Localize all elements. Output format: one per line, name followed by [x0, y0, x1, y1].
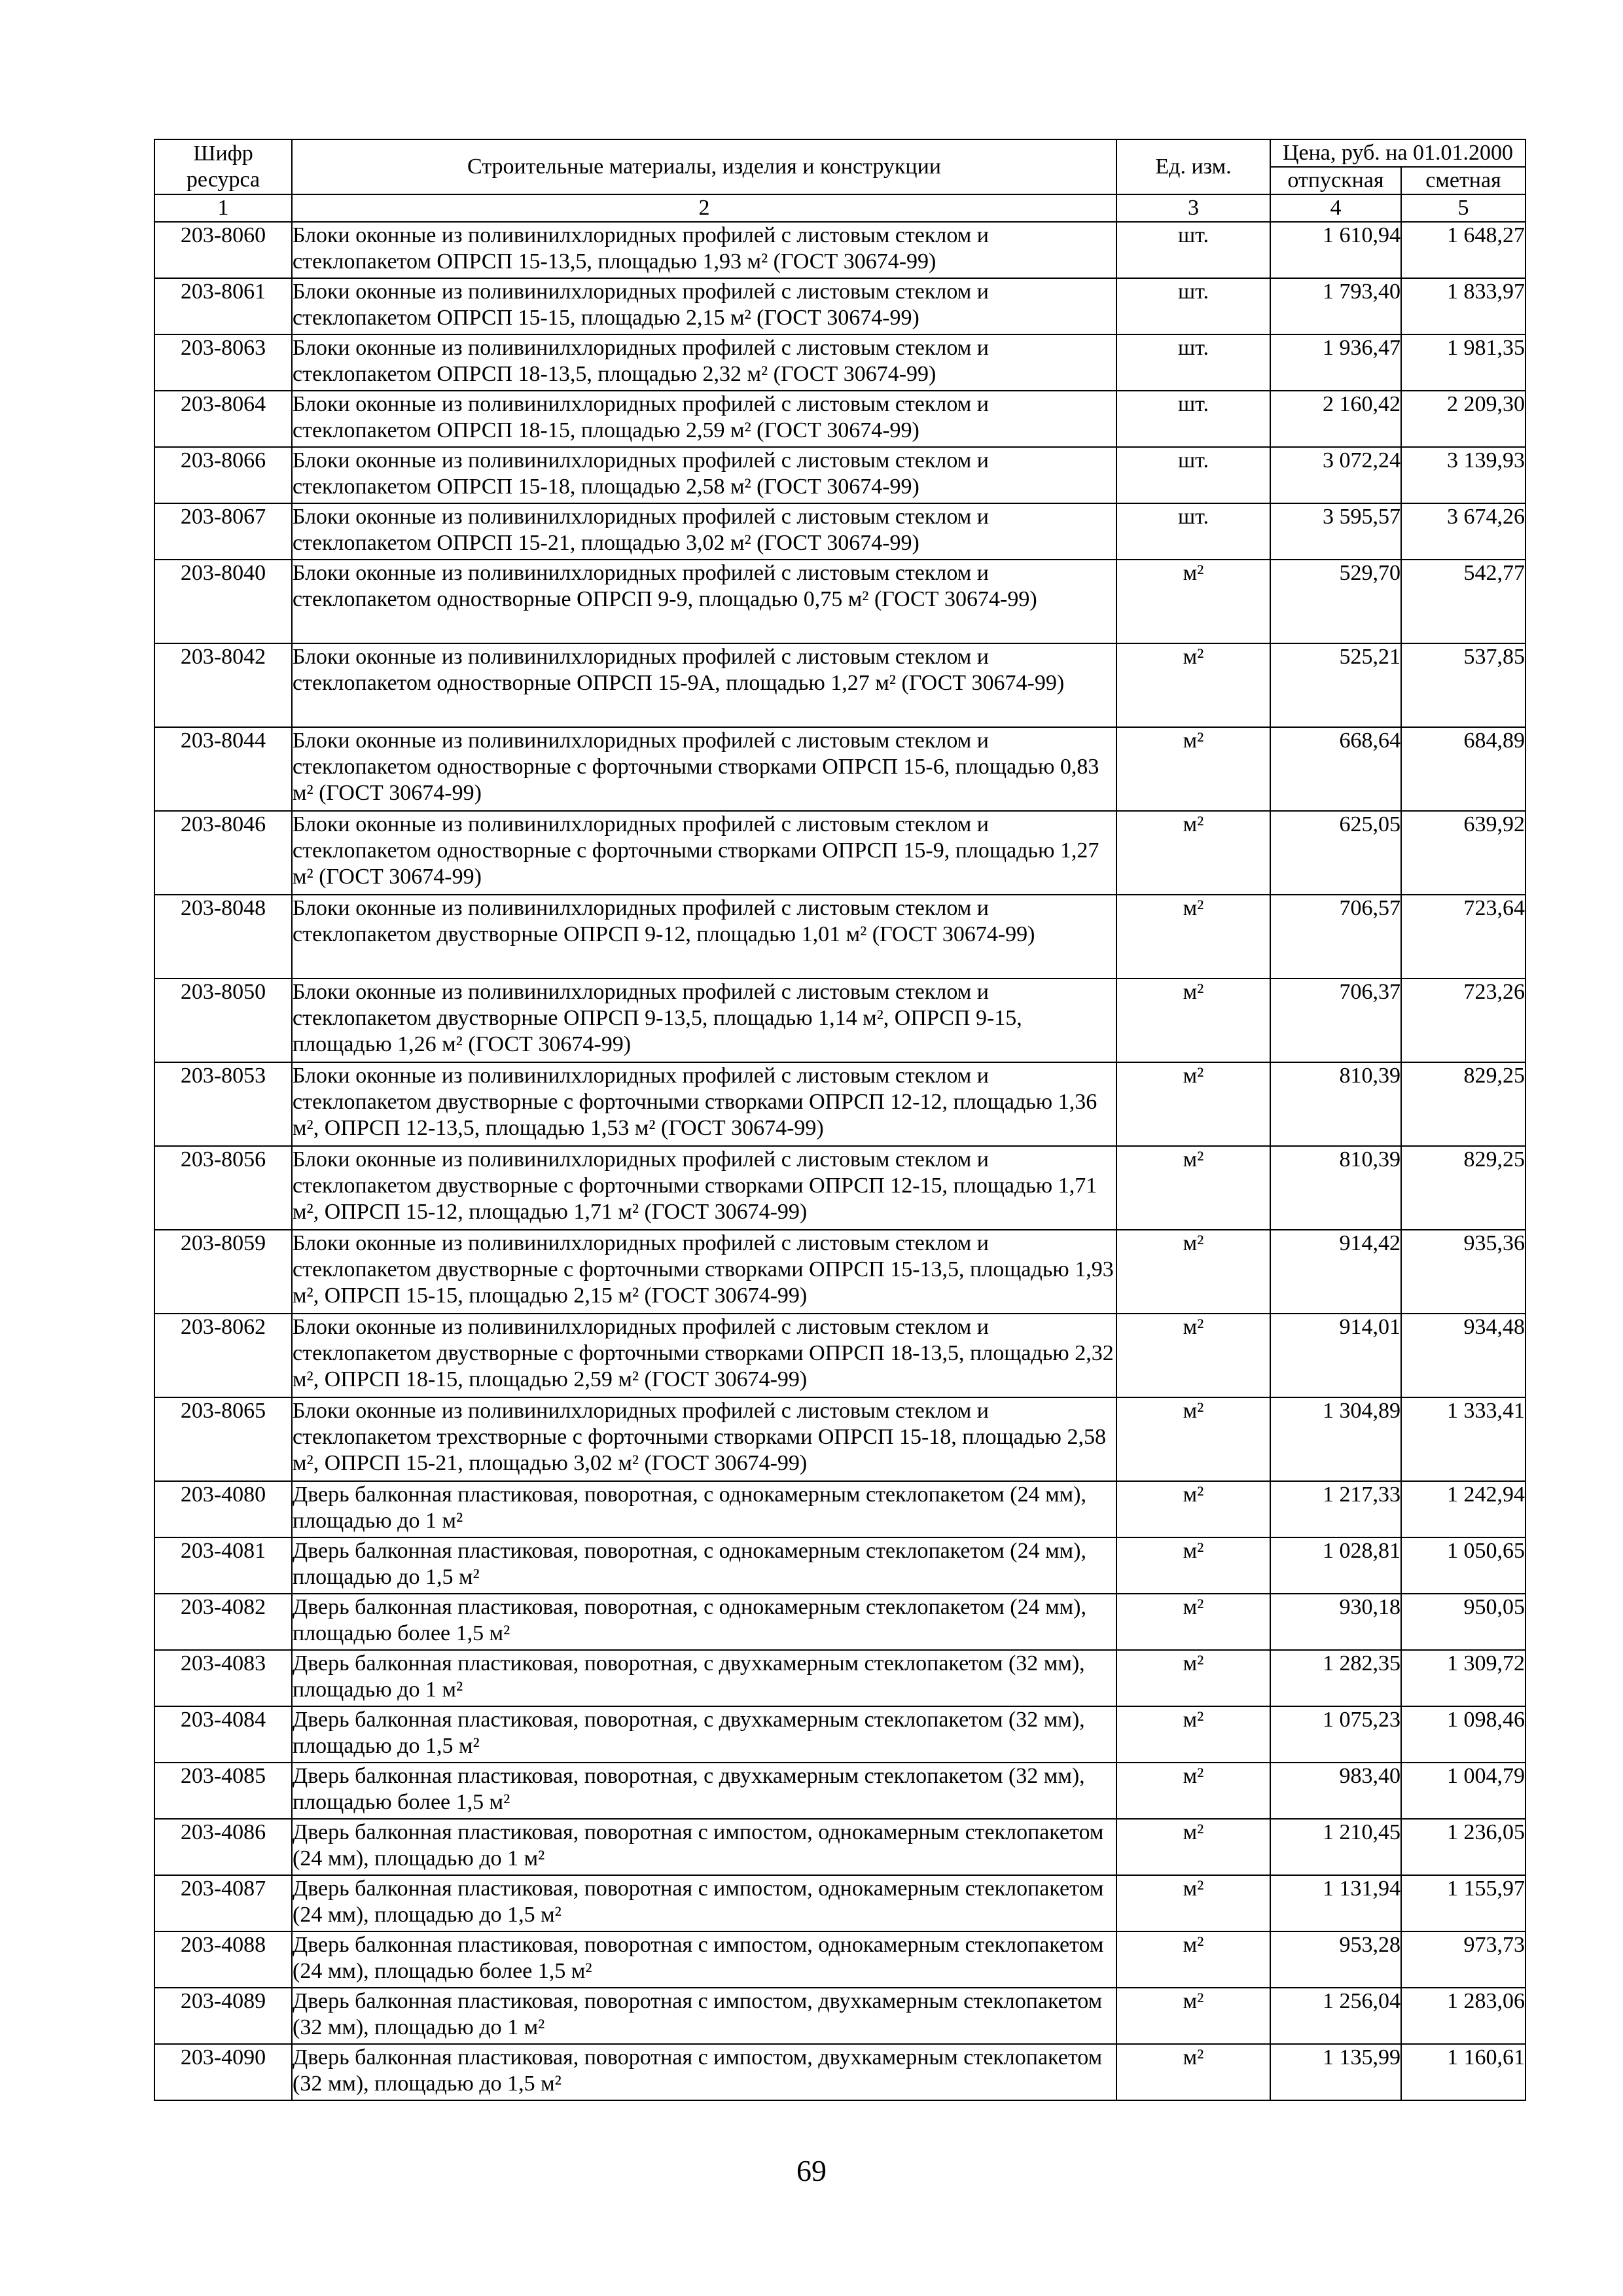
row-description: Блоки оконные из поливинилхлоридных профилей с листовым стеклом и стеклопакетом двустворные ОПРСП 9-13,5, площадью 1,14 м², ОПРСП 9-15, площадью 1,26 м² (ГОСТ 30674-99): [292, 978, 1116, 1062]
row-price-estimate: 1 050,65: [1401, 1537, 1525, 1594]
row-price-release: 1 793,40: [1270, 278, 1401, 334]
row-code: 203-8042: [154, 643, 292, 727]
row-description: Дверь балконная пластиковая, поворотная с импостом, двухкамерным стеклопакетом (32 мм), площадью до 1,5 м²: [292, 2044, 1116, 2100]
row-description: Блоки оконные из поливинилхлоридных профилей с листовым стеклом и стеклопакетом одностворные с форточными створками ОПРСП 15-6, площадью 0,83 м² (ГОСТ 30674-99): [292, 727, 1116, 811]
row-price-release: 1 075,23: [1270, 1706, 1401, 1763]
row-price-estimate: 950,05: [1401, 1594, 1525, 1650]
row-unit: м²: [1116, 1594, 1270, 1650]
row-unit: м²: [1116, 1230, 1270, 1314]
row-price-release: 914,01: [1270, 1314, 1401, 1397]
row-description: Блоки оконные из поливинилхлоридных профилей с листовым стеклом и стеклопакетом ОПРСП 18-13,5, площадью 2,32 м² (ГОСТ 30674-99): [292, 334, 1116, 391]
row-code: 203-8062: [154, 1314, 292, 1397]
row-price-release: 625,05: [1270, 811, 1401, 895]
row-description: Дверь балконная пластиковая, поворотная, с двухкамерным стеклопакетом (32 мм), площадью до 1 м²: [292, 1650, 1116, 1706]
row-code: 203-4081: [154, 1537, 292, 1594]
row-description: Дверь балконная пластиковая, поворотная, с двухкамерным стеклопакетом (32 мм), площадью до 1,5 м²: [292, 1706, 1116, 1763]
table-row: [154, 1931, 1525, 1988]
row-description: Блоки оконные из поливинилхлоридных профилей с листовым стеклом и стеклопакетом двустворные с форточными створками ОПРСП 18-13,5, площадью 2,32 м², ОПРСП 18-15, площадью 2,59 м² (ГОСТ 30674-99): [292, 1314, 1116, 1397]
row-price-release: 525,21: [1270, 643, 1401, 727]
row-unit: м²: [1116, 727, 1270, 811]
row-code: 203-4090: [154, 2044, 292, 2100]
row-description: Блоки оконные из поливинилхлоридных профилей с листовым стеклом и стеклопакетом ОПРСП 15-18, площадью 2,58 м² (ГОСТ 30674-99): [292, 447, 1116, 503]
row-code: 203-8050: [154, 978, 292, 1062]
row-price-estimate: 537,85: [1401, 643, 1525, 727]
row-code: 203-8048: [154, 895, 292, 978]
row-price-estimate: 829,25: [1401, 1062, 1525, 1146]
row-description: Дверь балконная пластиковая, поворотная, с двухкамерным стеклопакетом (32 мм), площадью более 1,5 м²: [292, 1763, 1116, 1819]
row-description: Блоки оконные из поливинилхлоридных профилей с листовым стеклом и стеклопакетом двустворные с форточными створками ОПРСП 12-15, площадью 1,71 м², ОПРСП 15-12, площадью 1,71 м² (ГОСТ 30674-99): [292, 1146, 1116, 1230]
row-code: 203-8065: [154, 1397, 292, 1481]
row-price-estimate: 934,48: [1401, 1314, 1525, 1397]
table-row: [154, 560, 1525, 643]
row-price-estimate: 1 981,35: [1401, 334, 1525, 391]
header-price-estimate: сметная: [1401, 167, 1525, 194]
row-price-estimate: 1 309,72: [1401, 1650, 1525, 1706]
header-unit: Ед. изм.: [1116, 139, 1270, 194]
row-code: 203-8061: [154, 278, 292, 334]
table-row: [154, 1988, 1525, 2044]
row-unit: м²: [1116, 1481, 1270, 1537]
table-row: [154, 811, 1525, 895]
row-price-release: 1 610,94: [1270, 222, 1401, 278]
row-price-release: 810,39: [1270, 1062, 1401, 1146]
row-code: 203-8066: [154, 447, 292, 503]
row-unit: шт.: [1116, 334, 1270, 391]
header-price-release: отпускная: [1270, 167, 1401, 194]
row-price-estimate: 2 209,30: [1401, 391, 1525, 447]
row-unit: м²: [1116, 1062, 1270, 1146]
row-price-estimate: 639,92: [1401, 811, 1525, 895]
row-price-estimate: 1 160,61: [1401, 2044, 1525, 2100]
column-number: 2: [292, 194, 1116, 222]
row-unit: м²: [1116, 2044, 1270, 2100]
row-price-release: 953,28: [1270, 1931, 1401, 1988]
column-number: 3: [1116, 194, 1270, 222]
row-code: 203-8064: [154, 391, 292, 447]
row-code: 203-8056: [154, 1146, 292, 1230]
row-description: Дверь балконная пластиковая, поворотная, с однокамерным стеклопакетом (24 мм), площадью до 1 м²: [292, 1481, 1116, 1537]
table-row: [154, 643, 1525, 727]
row-code: 203-4086: [154, 1819, 292, 1875]
row-unit: м²: [1116, 1988, 1270, 2044]
row-price-estimate: 1 155,97: [1401, 1875, 1525, 1931]
row-price-estimate: 1 236,05: [1401, 1819, 1525, 1875]
table-row: [154, 1314, 1525, 1397]
row-code: 203-8053: [154, 1062, 292, 1146]
header-code: Шифр ресурса: [154, 139, 292, 194]
row-price-release: 529,70: [1270, 560, 1401, 643]
column-number: 1: [154, 194, 292, 222]
row-unit: шт.: [1116, 222, 1270, 278]
table-row: [154, 978, 1525, 1062]
row-unit: м²: [1116, 1875, 1270, 1931]
row-price-estimate: 1 648,27: [1401, 222, 1525, 278]
table-row: [154, 391, 1525, 447]
row-description: Дверь балконная пластиковая, поворотная с импостом, однокамерным стеклопакетом (24 мм), площадью до 1,5 м²: [292, 1875, 1116, 1931]
table-row: [154, 1763, 1525, 1819]
row-price-estimate: 1 833,97: [1401, 278, 1525, 334]
row-description: Блоки оконные из поливинилхлоридных профилей с листовым стеклом и стеклопакетом одностворные с форточными створками ОПРСП 15-9, площадью 1,27 м² (ГОСТ 30674-99): [292, 811, 1116, 895]
row-price-estimate: 723,64: [1401, 895, 1525, 978]
table-row: [154, 1650, 1525, 1706]
row-code: 203-8046: [154, 811, 292, 895]
table-row: [154, 1706, 1525, 1763]
row-price-release: 1 282,35: [1270, 1650, 1401, 1706]
column-number-row: [154, 194, 1525, 222]
row-price-release: 1 131,94: [1270, 1875, 1401, 1931]
row-price-estimate: 1 333,41: [1401, 1397, 1525, 1481]
row-unit: м²: [1116, 1146, 1270, 1230]
row-unit: м²: [1116, 895, 1270, 978]
row-price-release: 1 217,33: [1270, 1481, 1401, 1537]
table-row: [154, 334, 1525, 391]
row-description: Блоки оконные из поливинилхлоридных профилей с листовым стеклом и стеклопакетом ОПРСП 15-13,5, площадью 1,93 м² (ГОСТ 30674-99): [292, 222, 1116, 278]
row-price-release: 3 072,24: [1270, 447, 1401, 503]
table-row: [154, 1062, 1525, 1146]
row-unit: шт.: [1116, 278, 1270, 334]
row-price-release: 1 256,04: [1270, 1988, 1401, 2044]
row-code: 203-4082: [154, 1594, 292, 1650]
row-description: Дверь балконная пластиковая, поворотная, с однокамерным стеклопакетом (24 мм), площадью до 1,5 м²: [292, 1537, 1116, 1594]
page-number: 69: [796, 2154, 827, 2187]
row-price-release: 810,39: [1270, 1146, 1401, 1230]
row-code: 203-8067: [154, 503, 292, 560]
row-price-estimate: 1 283,06: [1401, 1988, 1525, 2044]
row-price-estimate: 1 242,94: [1401, 1481, 1525, 1537]
row-price-estimate: 973,73: [1401, 1931, 1525, 1988]
row-unit: шт.: [1116, 447, 1270, 503]
row-unit: шт.: [1116, 391, 1270, 447]
row-code: 203-4084: [154, 1706, 292, 1763]
row-code: 203-8040: [154, 560, 292, 643]
table-row: [154, 447, 1525, 503]
row-description: Блоки оконные из поливинилхлоридных профилей с листовым стеклом и стеклопакетом трехстворные с форточными створками ОПРСП 15-18, площадью 2,58 м², ОПРСП 15-21, площадью 3,02 м² (ГОСТ 30674-99): [292, 1397, 1116, 1481]
row-code: 203-4083: [154, 1650, 292, 1706]
row-price-release: 1 210,45: [1270, 1819, 1401, 1875]
row-price-estimate: 1 098,46: [1401, 1706, 1525, 1763]
row-description: Дверь балконная пластиковая, поворотная, с однокамерным стеклопакетом (24 мм), площадью более 1,5 м²: [292, 1594, 1116, 1650]
row-code: 203-8059: [154, 1230, 292, 1314]
table-row: [154, 278, 1525, 334]
table-row: [154, 1397, 1525, 1481]
row-description: Блоки оконные из поливинилхлоридных профилей с листовым стеклом и стеклопакетом ОПРСП 18-15, площадью 2,59 м² (ГОСТ 30674-99): [292, 391, 1116, 447]
row-code: 203-4087: [154, 1875, 292, 1931]
row-price-release: 1 135,99: [1270, 2044, 1401, 2100]
row-price-release: 706,37: [1270, 978, 1401, 1062]
row-description: Блоки оконные из поливинилхлоридных профилей с листовым стеклом и стеклопакетом ОПРСП 15-15, площадью 2,15 м² (ГОСТ 30674-99): [292, 278, 1116, 334]
row-description: Блоки оконные из поливинилхлоридных профилей с листовым стеклом и стеклопакетом ОПРСП 15-21, площадью 3,02 м² (ГОСТ 30674-99): [292, 503, 1116, 560]
row-price-release: 914,42: [1270, 1230, 1401, 1314]
row-code: 203-4089: [154, 1988, 292, 2044]
row-unit: м²: [1116, 1537, 1270, 1594]
table-row: [154, 1230, 1525, 1314]
row-code: 203-8044: [154, 727, 292, 811]
table-row: [154, 1146, 1525, 1230]
row-price-estimate: 684,89: [1401, 727, 1525, 811]
row-price-release: 983,40: [1270, 1763, 1401, 1819]
row-code: 203-4088: [154, 1931, 292, 1988]
header-name: Строительные материалы, изделия и конструкции: [292, 139, 1116, 194]
table-body: [154, 222, 1525, 2100]
row-price-estimate: 723,26: [1401, 978, 1525, 1062]
row-unit: м²: [1116, 1931, 1270, 1988]
row-price-estimate: 935,36: [1401, 1230, 1525, 1314]
row-description: Дверь балконная пластиковая, поворотная с импостом, двухкамерным стеклопакетом (32 мм), площадью до 1 м²: [292, 1988, 1116, 2044]
table-row: [154, 222, 1525, 278]
table-row: [154, 1537, 1525, 1594]
row-price-estimate: 1 004,79: [1401, 1763, 1525, 1819]
row-price-release: 706,57: [1270, 895, 1401, 978]
row-unit: шт.: [1116, 503, 1270, 560]
table-row: [154, 503, 1525, 560]
row-unit: м²: [1116, 1706, 1270, 1763]
row-description: Блоки оконные из поливинилхлоридных профилей с листовым стеклом и стеклопакетом двустворные с форточными створками ОПРСП 15-13,5, площадью 1,93 м², ОПРСП 15-15, площадью 2,15 м² (ГОСТ 30674-99): [292, 1230, 1116, 1314]
row-price-release: 930,18: [1270, 1594, 1401, 1650]
table-row: [154, 1875, 1525, 1931]
row-unit: м²: [1116, 1763, 1270, 1819]
row-unit: м²: [1116, 643, 1270, 727]
row-description: Блоки оконные из поливинилхлоридных профилей с листовым стеклом и стеклопакетом одностворные ОПРСП 9-9, площадью 0,75 м² (ГОСТ 30674-99): [292, 560, 1116, 643]
row-price-estimate: 542,77: [1401, 560, 1525, 643]
row-unit: м²: [1116, 978, 1270, 1062]
table-row: [154, 2044, 1525, 2100]
row-price-estimate: 829,25: [1401, 1146, 1525, 1230]
table-row: [154, 727, 1525, 811]
row-unit: м²: [1116, 1650, 1270, 1706]
table-row: [154, 1819, 1525, 1875]
row-unit: м²: [1116, 1314, 1270, 1397]
row-code: 203-8063: [154, 334, 292, 391]
row-description: Блоки оконные из поливинилхлоридных профилей с листовым стеклом и стеклопакетом одностворные ОПРСП 15-9А, площадью 1,27 м² (ГОСТ 30674-99): [292, 643, 1116, 727]
row-price-release: 1 304,89: [1270, 1397, 1401, 1481]
row-price-release: 1 028,81: [1270, 1537, 1401, 1594]
row-price-estimate: 3 139,93: [1401, 447, 1525, 503]
row-unit: м²: [1116, 811, 1270, 895]
row-description: Блоки оконные из поливинилхлоридных профилей с листовым стеклом и стеклопакетом двустворные ОПРСП 9-12, площадью 1,01 м² (ГОСТ 30674-99): [292, 895, 1116, 978]
row-description: Дверь балконная пластиковая, поворотная с импостом, однокамерным стеклопакетом (24 мм), площадью до 1 м²: [292, 1819, 1116, 1875]
header-price-group: Цена, руб. на 01.01.2000: [1270, 139, 1525, 167]
table-row: [154, 895, 1525, 978]
row-description: Дверь балконная пластиковая, поворотная с импостом, однокамерным стеклопакетом (24 мм), площадью более 1,5 м²: [292, 1931, 1116, 1988]
row-code: 203-4080: [154, 1481, 292, 1537]
row-price-release: 1 936,47: [1270, 334, 1401, 391]
row-price-release: 2 160,42: [1270, 391, 1401, 447]
table-row: [154, 1594, 1525, 1650]
row-description: Блоки оконные из поливинилхлоридных профилей с листовым стеклом и стеклопакетом двустворные с форточными створками ОПРСП 12-12, площадью 1,36 м², ОПРСП 12-13,5, площадью 1,53 м² (ГОСТ 30674-99): [292, 1062, 1116, 1146]
price-table: [154, 139, 1526, 2101]
row-code: 203-4085: [154, 1763, 292, 1819]
row-code: 203-8060: [154, 222, 292, 278]
row-unit: м²: [1116, 1819, 1270, 1875]
row-price-estimate: 3 674,26: [1401, 503, 1525, 560]
row-price-release: 3 595,57: [1270, 503, 1401, 560]
table-row: [154, 1481, 1525, 1537]
column-number: 4: [1270, 194, 1401, 222]
column-number: 5: [1401, 194, 1525, 222]
row-unit: м²: [1116, 560, 1270, 643]
row-price-release: 668,64: [1270, 727, 1401, 811]
row-unit: м²: [1116, 1397, 1270, 1481]
